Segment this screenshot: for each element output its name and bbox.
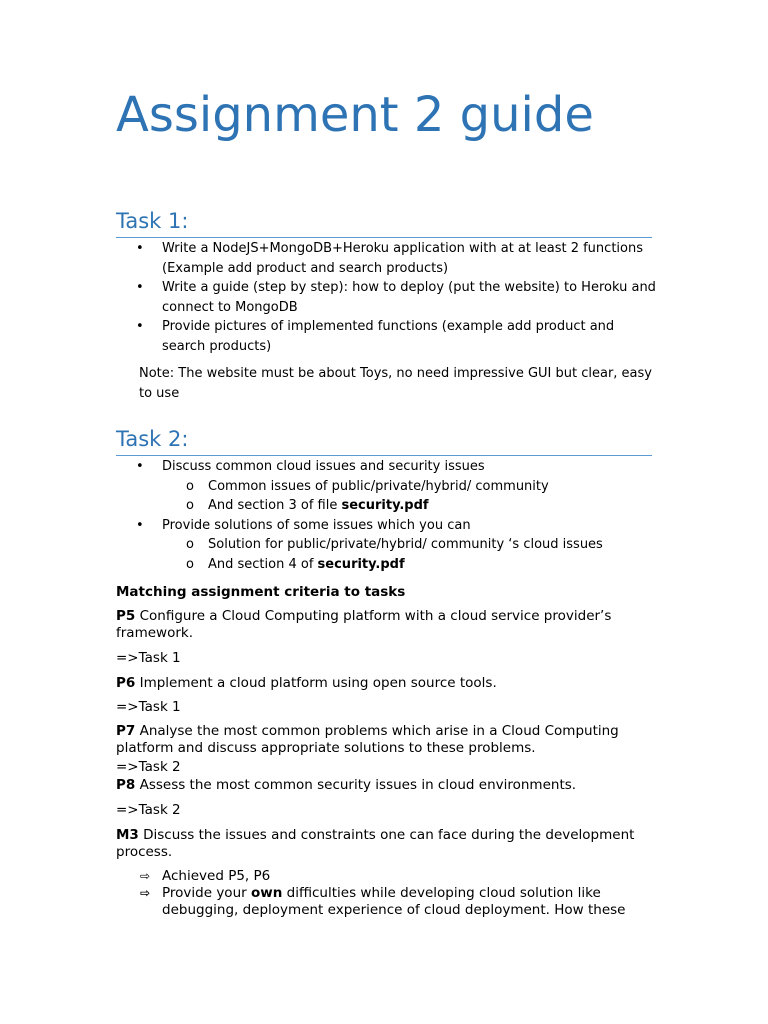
criteria-heading: Matching assignment criteria to tasks (116, 584, 406, 600)
criterion-label: P7 (116, 723, 136, 739)
criterion-label: M3 (116, 827, 139, 843)
file-name: security.pdf (341, 498, 429, 513)
task2-sublist-1 (116, 477, 676, 516)
list-item: o And section 3 of file security.pdf (116, 496, 676, 516)
list-item: o Common issues of public/private/hybrid/ community (116, 477, 676, 497)
criterion-p5: P5 Configure a Cloud Computing platform with a cloud service provider’s framework. (116, 608, 612, 641)
document-title: Assignment 2 guide (116, 87, 594, 143)
criterion-p5-task: =>Task 1 (116, 650, 181, 666)
criterion-p8-task: =>Task 2 (116, 802, 181, 818)
task2-sublist-2 (116, 535, 676, 574)
criterion-label: P8 (116, 777, 136, 793)
task1-heading: Task 1: (116, 208, 652, 238)
task2-heading: Task 2: (116, 426, 652, 456)
criterion-p8: P8 Assess the most common security issues in cloud environments. (116, 777, 577, 793)
task1-bullet-list (116, 239, 656, 356)
list-item: • Write a guide (step by step): how to deploy (put the website) to Heroku and connect to MongoDB (116, 278, 656, 317)
criterion-p7: P7 Analyse the most common problems which arise in a Cloud Computing platform and discuss appropriate solutions to these problems. (116, 723, 619, 756)
file-name: security.pdf (317, 556, 405, 572)
criterion-p7-task: =>Task 2 (116, 759, 181, 775)
criterion-label: P5 (116, 608, 136, 624)
list-item: • Provide pictures of implemented functions (example add product and search products) (116, 317, 656, 356)
task1-note: Note: The website must be about Toys, no need impressive GUI but clear, easy to use (139, 366, 652, 401)
list-item: ⇨ Provide your own difficulties while developing cloud solution like debugging, deployment experience of cloud deployment. How these (140, 885, 626, 918)
list-item: ⇨ Achieved P5, P6 (140, 868, 271, 884)
list-item: • Provide solutions of some issues which you can o Solution for public/private/hybrid/ community ‘s cloud issues o And section 4 of security.pdf (116, 516, 676, 575)
m3-arrow-list (116, 868, 656, 919)
list-item: • Discuss common cloud issues and security issues o Common issues of public/private/hybrid/ community o And section 3 of file security.pdf (116, 457, 676, 516)
arrow-bullet-icon: ⇨ (140, 886, 151, 900)
criterion-p6-task: =>Task 1 (116, 699, 181, 715)
emphasis: own (250, 885, 283, 901)
list-item: o And section 4 of security.pdf (116, 555, 676, 575)
criterion-m3: M3 Discuss the issues and constraints one can face during the development process. (116, 827, 635, 860)
arrow-bullet-icon: ⇨ (140, 869, 151, 883)
list-item: o Solution for public/private/hybrid/ community ‘s cloud issues (116, 535, 676, 555)
criterion-label: P6 (116, 675, 136, 691)
task2-bullet-list (116, 457, 676, 574)
criterion-p6: P6 Implement a cloud platform using open source tools. (116, 675, 497, 691)
list-item: • Write a NodeJS+MongoDB+Heroku application with at at least 2 functions (Example add product and search products) (116, 239, 656, 278)
